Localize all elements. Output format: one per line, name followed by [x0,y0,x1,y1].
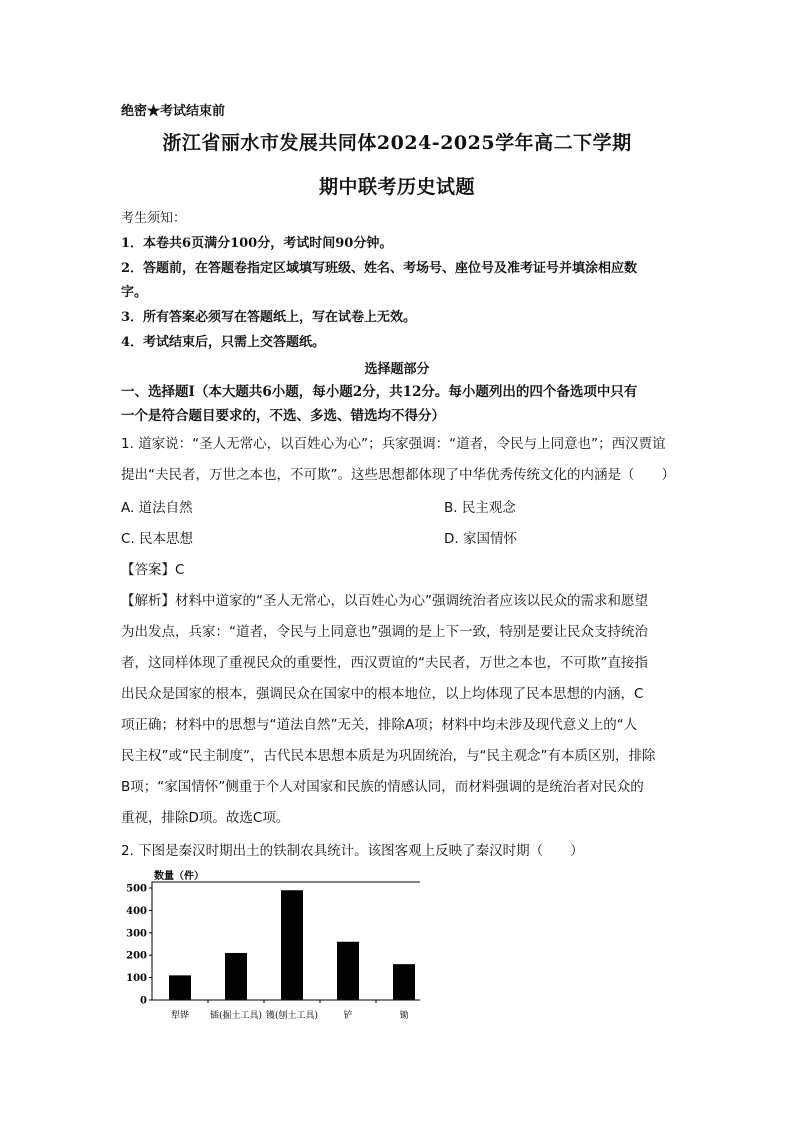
q1-option-a: A. 道法自然 [121,500,193,516]
y-tick-label: 200 [126,950,147,962]
iron-tools-bar-chart [120,868,420,1028]
y-tick-label: 0 [140,995,147,1007]
q1-answer: 【答案】C [121,562,185,578]
notice-item: 3．所有答案必须写在答题纸上，写在试卷上无效。 [121,310,417,325]
exam-subtitle: 期中联考历史试题 [318,176,475,198]
notice-heading: 考生须知： [121,211,187,226]
q1-analysis-line: B项；“家国情怀”侧重于个人对国家和民族的情感认同，而材料强调的是统治者对民众的 [121,779,644,795]
q1-analysis-line: 者，这同样体现了重视民众的重要性，西汉贾谊的“夫民者，万世之本也，不可欺”直接指 [121,655,648,671]
x-category-label: 铲 [343,1011,353,1021]
q1-option-b: B. 民主观念 [444,500,516,516]
y-tick-label: 500 [126,883,147,895]
q1-analysis-line: 【解析】材料中道家的“圣人无常心，以百姓心为心”强调统治者应该以民众的需求和愿望 [121,593,648,609]
x-category-label: 犁铧 [170,1011,190,1021]
section-instructions-cont: 一个是符合题目要求的，不选、多选、错选均不得分） [121,408,445,424]
y-tick-label: 400 [126,905,147,917]
q1-analysis-line: 项正确；材料中的思想与“道法自然”无关，排除A项；材料中均未涉及现代意义上的“人 [121,717,638,733]
q1-analysis-line: 重视，排除D项。故选C项。 [121,810,290,826]
x-category-label: 镬(刨土工具) [265,1011,319,1021]
x-category-label: 锸(掘土工具) [209,1011,263,1021]
q1-analysis-line: 出民众是国家的根本，强调民众在国家中的根本地位，以上均体现了民本思想的内涵，C [121,686,644,702]
bar-1 [225,953,247,1000]
q1-option-d: D. 家国情怀 [444,531,517,547]
notice-item: 4．考试结束后，只需上交答题纸。 [121,335,326,350]
q1-stem: 1. 道家说：“圣人无常心，以百姓心为心”；兵家强调：“道者，令民与上同意也”；西汉贾谊 [121,436,666,452]
q1-analysis-line: 民主权”或“民主制度”，古代民本思想本质是为巩固统治，与“民主观念”有本质区别，排除 [121,748,656,764]
bar-4 [393,964,415,1000]
y-tick-label: 300 [126,928,147,940]
bar-0 [169,975,191,1000]
bar-3 [337,942,359,1000]
q1-option-c: C. 民本思想 [121,531,194,547]
notice-item: 1．本卷共6页满分100分，考试时间90分钟。 [121,236,393,251]
chart-ylabel: 数量（件） [154,871,204,882]
exam-title: 浙江省丽水市发展共同体2024-2025学年高二下学期 [162,132,632,154]
x-category-label: 锄 [399,1011,409,1021]
secret-mark: 绝密★考试结束前 [121,104,226,119]
section-heading: 选择题部分 [364,362,430,377]
notice-item: 字。 [121,285,148,300]
q1-stem-cont: 提出“夫民者，万世之本也，不可欺”。这些思想都体现了中华优秀传统文化的内涵是（ ） [121,467,675,483]
notice-item: 2．答题前，在答题卷指定区域填写班级、姓名、考场号、座位号及准考证号并填涂相应数 [121,261,638,276]
bar-2 [281,890,303,1000]
section-instructions: 一、选择题Ⅰ（本大题共6小题，每小题2分，共12分。每小题列出的四个备选项中只有 [121,384,638,400]
q1-analysis-line: 为出发点，兵家：“道者，令民与上同意也”强调的是上下一致，特别是要让民众支持统治 [121,624,648,640]
q2-stem: 2. 下图是秦汉时期出土的铁制农具统计。该图客观上反映了秦汉时期（ ） [121,843,584,859]
y-tick-label: 100 [126,973,147,985]
